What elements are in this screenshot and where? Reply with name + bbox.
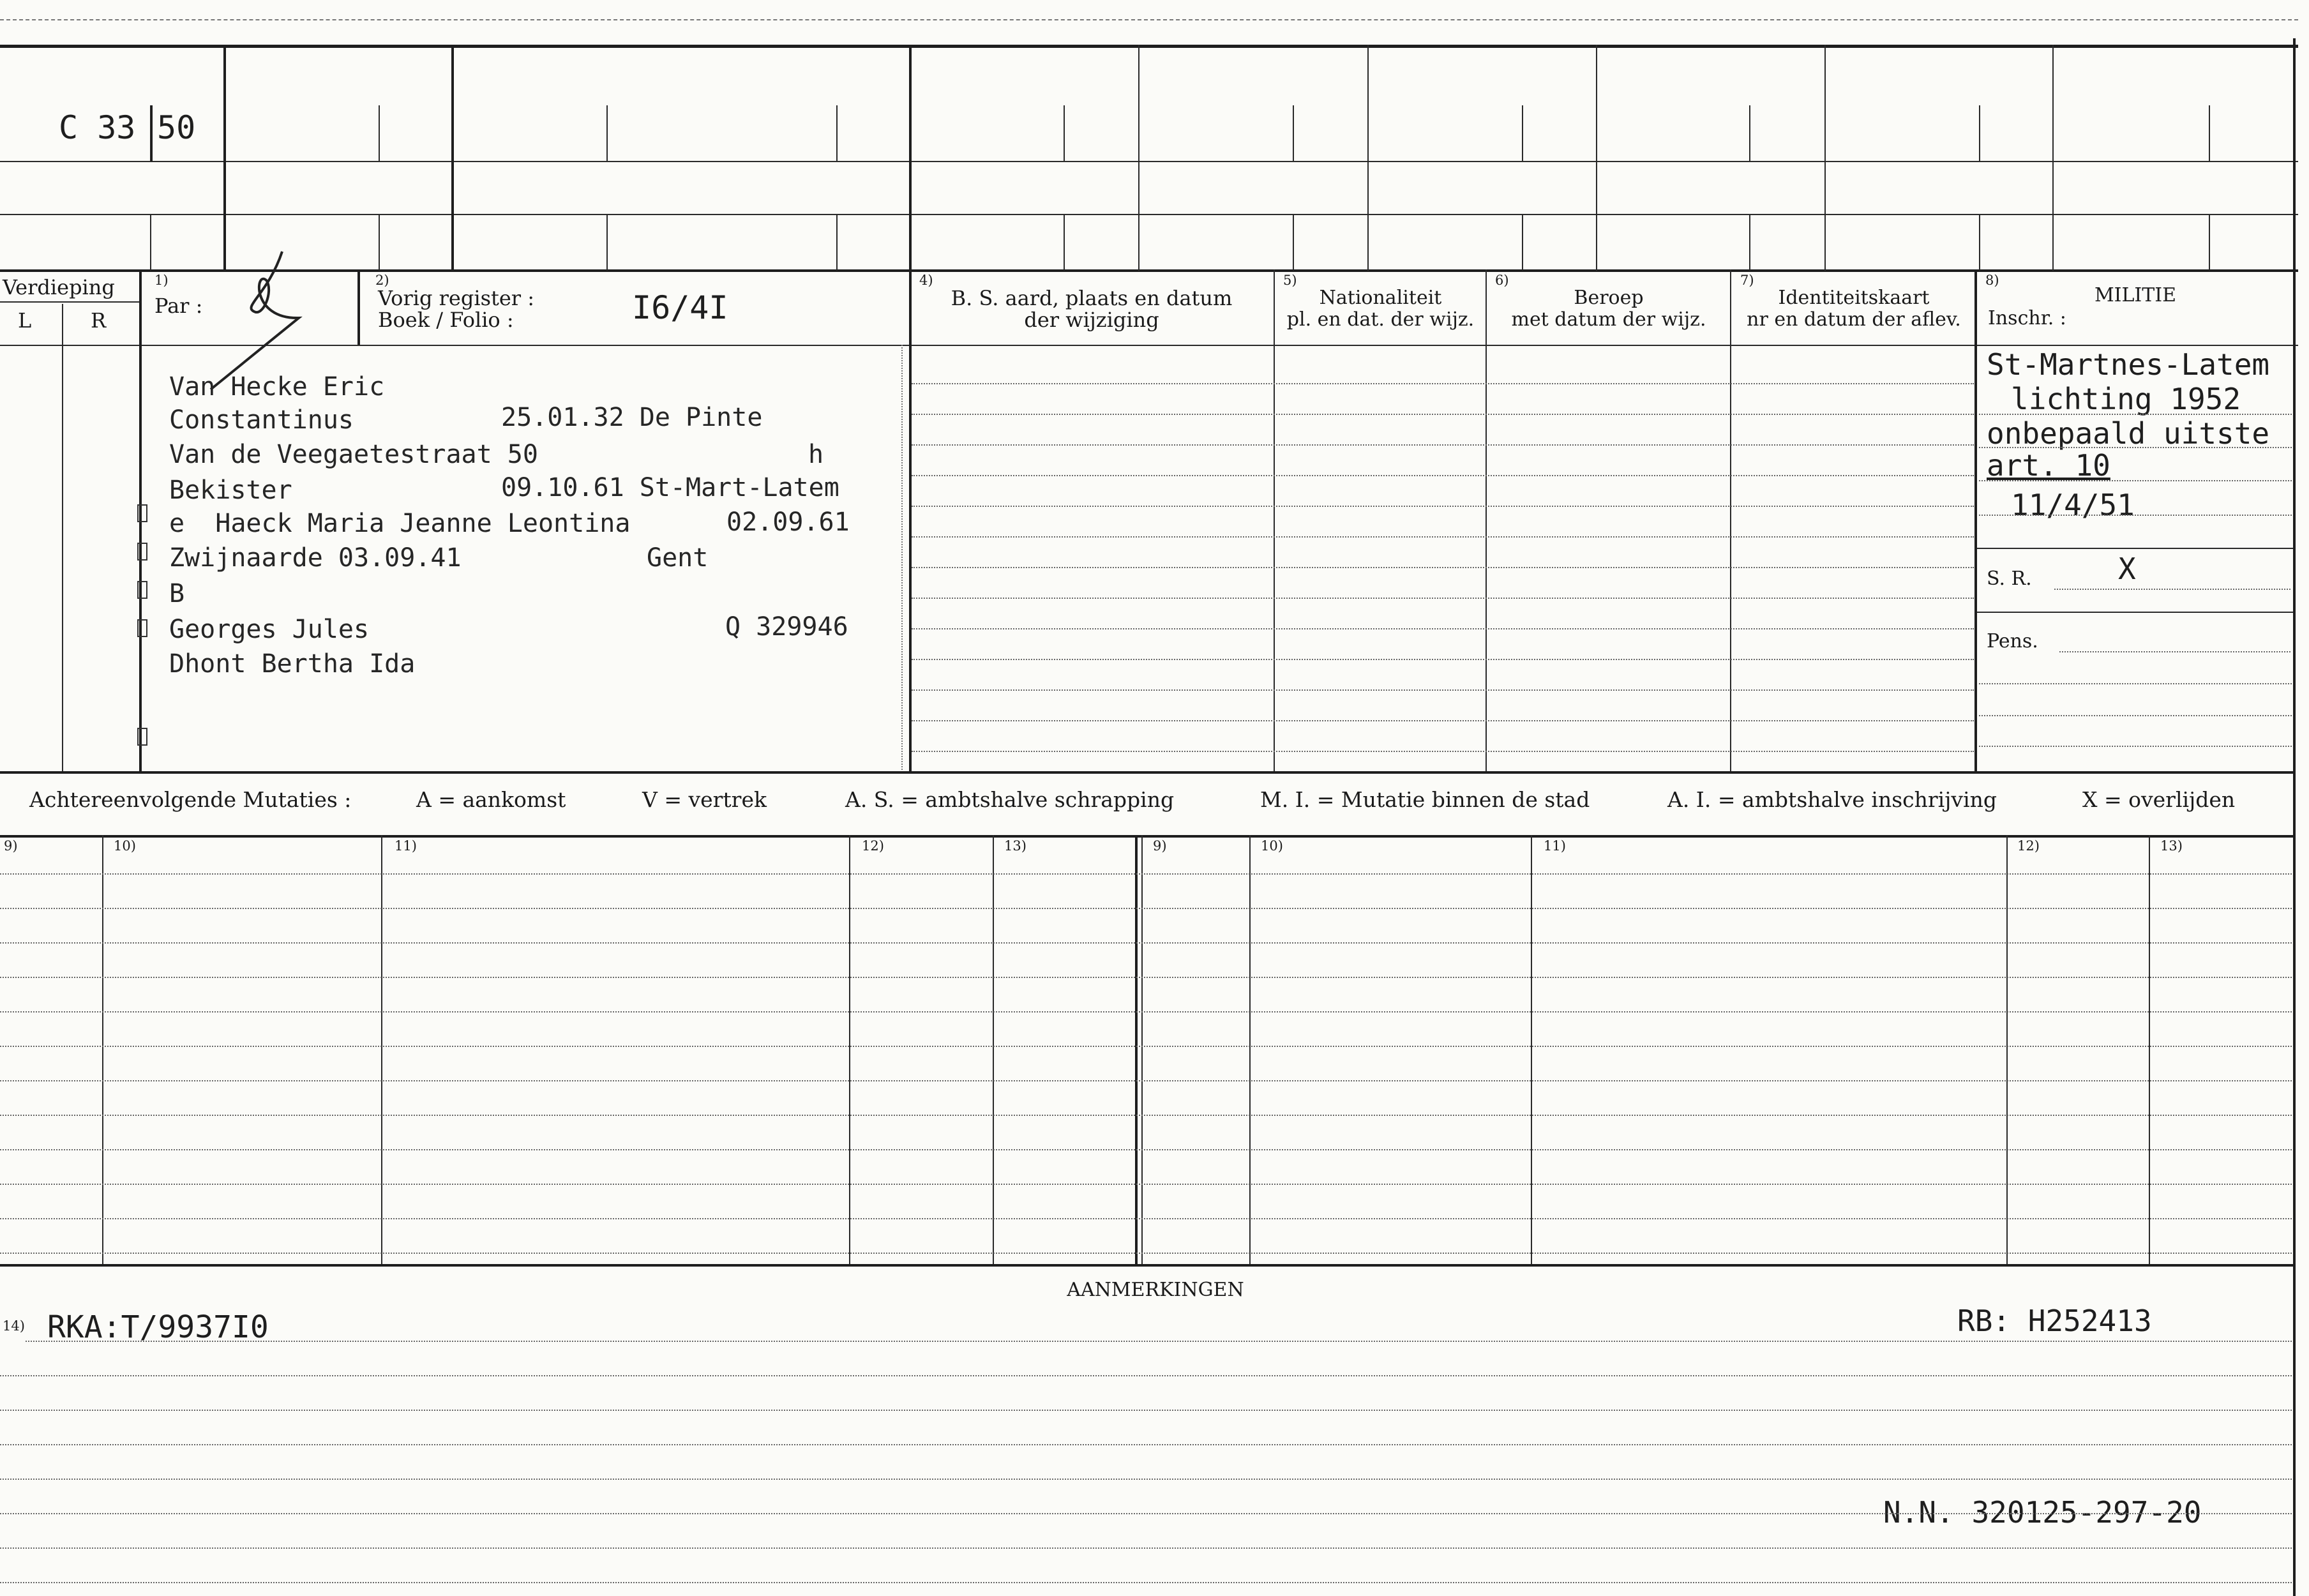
- mutation-a: A = aankomst: [416, 787, 566, 812]
- section-num-2: 2): [375, 273, 389, 288]
- header-vline: [1974, 269, 1977, 771]
- sr-label: S. R.: [1987, 568, 2032, 590]
- grid-subline: [606, 105, 608, 162]
- militie-date: 11/4/51: [2011, 488, 2135, 522]
- grid-vline: [1596, 45, 1597, 271]
- grid-vline: [1824, 45, 1826, 271]
- mutation-mi: M. I. = Mutatie binnen de stad: [1260, 787, 1590, 812]
- grid-subline: [1979, 105, 1980, 162]
- verdieping-line: [0, 301, 139, 303]
- sr-dotted: [2054, 589, 2290, 590]
- verdieping-right: R: [91, 308, 107, 333]
- grid-subline: [1293, 214, 1294, 270]
- top-code-left: C 33: [59, 109, 136, 146]
- person-firstname: Constantinus: [169, 405, 354, 435]
- mutation-col-13: 13): [1004, 838, 1027, 854]
- militie-dotted: [1979, 447, 2292, 448]
- boek-folio-label: Boek / Folio :: [378, 308, 514, 332]
- top-grid-line: [0, 161, 2298, 162]
- verdieping-left: L: [18, 308, 32, 333]
- militie-line: [1977, 548, 2293, 549]
- mutation-dotted-rows: [0, 835, 2292, 1264]
- grid-subline: [1749, 105, 1750, 162]
- par-label: Par :: [154, 294, 203, 318]
- grid-subline: [1749, 214, 1750, 270]
- person-spouse-place: Gent: [647, 543, 709, 573]
- pens-label: Pens.: [1987, 630, 2038, 652]
- mutation-as: A. S. = ambtshalve schrapping: [845, 787, 1175, 812]
- grid-vline: [1138, 45, 1139, 271]
- mutation-x: X = overlijden: [2082, 787, 2236, 812]
- section-num-1: 1): [154, 273, 169, 288]
- col6-header-1: Beroep: [1574, 287, 1644, 309]
- col4-header-1: B. S. aard, plaats en datum: [951, 286, 1233, 310]
- grid-subline: [1522, 105, 1523, 162]
- vorig-register-label: Vorig register :: [378, 286, 535, 310]
- col4-header-2: der wijziging: [1024, 308, 1159, 332]
- remarks-dotted-rows: [0, 1334, 2292, 1590]
- col6-header-2: met datum der wijz.: [1511, 308, 1706, 331]
- section-num-5: 5): [1283, 273, 1297, 288]
- militie-dotted: [1979, 715, 2292, 716]
- col7-header-2: nr en datum der aflev.: [1747, 308, 1961, 331]
- mutation-ai: A. I. = ambtshalve inschrijving: [1667, 787, 1997, 812]
- militie-title: MILITIE: [2094, 284, 2177, 306]
- pens-dotted: [2059, 651, 2290, 652]
- remarks-top-line: [0, 1264, 2296, 1267]
- grid-vline: [909, 45, 912, 271]
- mutation-col-12: 12): [862, 838, 884, 854]
- top-grid-line: [0, 214, 2298, 215]
- book-folio-value: I6/4I: [632, 289, 728, 326]
- header-vline: [357, 269, 360, 345]
- binder-holes: [137, 447, 146, 766]
- top-code-divider: [151, 105, 153, 162]
- right-border: [2293, 38, 2296, 1596]
- grid-subline: [379, 214, 380, 270]
- mutation-col-12b: 12): [2017, 838, 2040, 854]
- grid-subline: [606, 214, 608, 270]
- grid-subline: [836, 214, 838, 270]
- person-address-note: h: [808, 440, 824, 469]
- inschr-label: Inschr. :: [1988, 307, 2066, 329]
- mutation-col-9b: 9): [1153, 838, 1167, 854]
- militie-dotted: [1979, 480, 2292, 481]
- mutation-col-10: 10): [114, 838, 136, 854]
- grid-subline: [2209, 105, 2210, 162]
- top-border: [0, 45, 2298, 48]
- section-num-7: 7): [1740, 273, 1754, 288]
- mutation-col-9: 9): [4, 838, 18, 854]
- grid-vline: [451, 45, 454, 271]
- person-father: Georges Jules: [169, 615, 370, 644]
- mutations-top-line: [0, 771, 2296, 774]
- col7-header-1: Identiteitskaart: [1778, 287, 1930, 309]
- nn-number: N.N. 320125-297-20: [1883, 1495, 2202, 1530]
- militie-place: St-Martnes-Latem: [1987, 347, 2270, 382]
- person-right-edge: [901, 345, 903, 772]
- col5-header-2: pl. en dat. der wijz.: [1286, 308, 1475, 331]
- person-spouse-date: 02.09.61: [726, 508, 850, 537]
- grid-vline: [223, 45, 226, 271]
- verdieping-label: Verdieping: [3, 275, 115, 299]
- mutation-col-11b: 11): [1544, 838, 1566, 854]
- person-spouse: e Haeck Maria Jeanne Leontina: [169, 509, 631, 538]
- militie-line: [1977, 612, 2293, 613]
- section-num-4: 4): [919, 273, 933, 288]
- mutation-col-11: 11): [395, 838, 417, 854]
- top-code-right: 50: [157, 109, 196, 146]
- card-edge: [0, 19, 2298, 20]
- section-num-6: 6): [1495, 273, 1509, 288]
- militie-article: art. 10: [1987, 448, 2110, 483]
- grid-vline: [2052, 45, 2054, 271]
- person-mother: Dhont Bertha Ida: [169, 649, 416, 679]
- person-marriage: 09.10.61 St-Mart-Latem: [501, 473, 839, 502]
- militie-dotted: [1979, 515, 2292, 516]
- grid-subline: [1293, 105, 1294, 162]
- grid-subline: [836, 105, 838, 162]
- person-birth: 25.01.32 De Pinte: [501, 403, 763, 432]
- militie-dotted: [1979, 683, 2292, 684]
- mutation-v: V = vertrek: [642, 787, 767, 812]
- militie-lichting: lichting 1952: [2011, 382, 2241, 416]
- grid-subline: [379, 105, 380, 162]
- militie-dotted: [1979, 746, 2292, 747]
- section-num-14: 14): [3, 1318, 25, 1334]
- person-spouse-birth: Zwijnaarde 03.09.41: [169, 543, 462, 573]
- mutations-heading: Achtereenvolgende Mutaties :: [29, 787, 352, 812]
- grid-subline: [2209, 214, 2210, 270]
- section-num-8: 8): [1985, 273, 1999, 288]
- militie-status: onbepaald uitste: [1987, 416, 2270, 451]
- sr-value: X: [2118, 552, 2136, 586]
- grid-subline: [1522, 214, 1523, 270]
- mutation-col-13b: 13): [2160, 838, 2183, 854]
- grid-subline: [1064, 214, 1065, 270]
- col5-header-1: Nationaliteit: [1319, 287, 1442, 309]
- mutation-col-10b: 10): [1261, 838, 1283, 854]
- rb-number: RB: H252413: [1957, 1304, 2152, 1338]
- header-divider: [0, 269, 2298, 272]
- remarks-heading: AANMERKINGEN: [1067, 1279, 1244, 1301]
- person-profession: Bekister: [169, 476, 292, 505]
- person-nationality: B: [169, 579, 185, 608]
- grid-subline: [150, 214, 151, 270]
- rka-number: RKA:T/9937I0: [47, 1309, 269, 1345]
- person-name: Van Hecke Eric: [169, 372, 385, 402]
- grid-subline: [1064, 105, 1065, 162]
- verdieping-split: [62, 304, 63, 771]
- body-dotted-rows: [912, 345, 1974, 771]
- grid-subline: [1979, 214, 1980, 270]
- person-address: Van de Veegaetestraat 50: [169, 440, 538, 469]
- person-id-number: Q 329946: [725, 612, 848, 642]
- militie-dotted: [1979, 414, 2292, 415]
- grid-vline: [1367, 45, 1369, 271]
